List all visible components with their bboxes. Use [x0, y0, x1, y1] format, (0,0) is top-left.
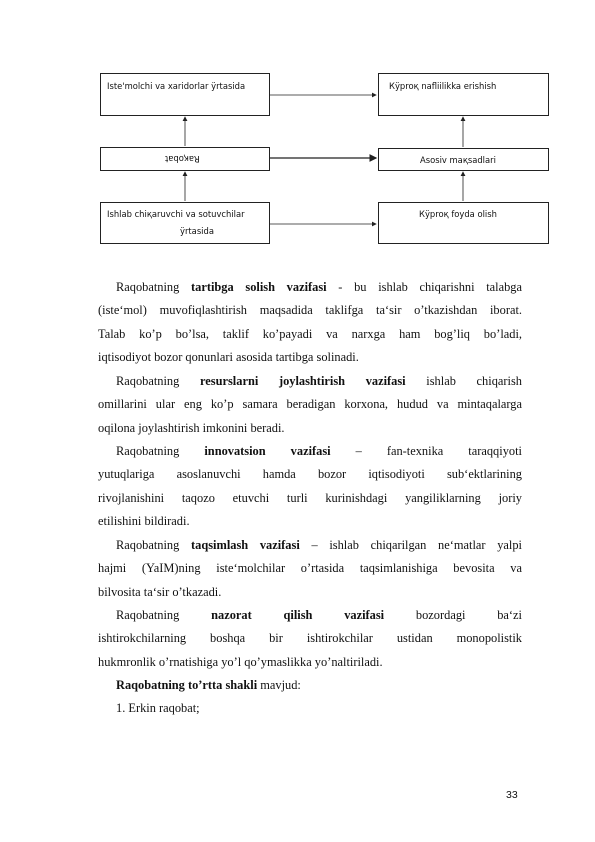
box-more-profit — [378, 202, 549, 244]
box-more-profit-label: Кÿproқ foyda olish — [419, 209, 497, 219]
text-line: hukmronlik o’rnatishiga yo’l qo’ymaslikka yo’naltiriladi. — [98, 654, 383, 669]
box-producers-sellers — [100, 202, 270, 244]
text-line: Raqobatning tartibga solish vazifasi - bu ishlab chiqarishni talabga — [116, 280, 522, 294]
text-line: Raqobatning nazorat qilish vazifasi bozordagi ba‘zi — [116, 608, 522, 622]
text-line: etilishini bildiradi. — [98, 514, 190, 529]
text-line: ishtirokchilarning boshqa bir ishtirokchilar ustidan monopolistik — [98, 631, 522, 646]
box-competition — [100, 147, 270, 171]
text-line: Raqobatning to’rtta shakli mavjud: — [116, 678, 301, 692]
text-line: rivojlanishini taqozo etuvchi turli kurinishdagi yangiliklarning joriy — [98, 490, 522, 505]
box-consumers-buyers-label: Iste'molchi va xaridorlar ÿrtasida — [107, 81, 246, 91]
paragraph-distribution — [98, 534, 522, 604]
paragraph-forms — [98, 674, 522, 721]
paragraph-innovation — [98, 440, 522, 534]
text-line: hajmi (YaIM)ning iste‘molchilar o’rtasida taqsimlanishiga bevosita va — [98, 561, 522, 576]
box-producers-sellers-label-2: ÿrtasida — [180, 226, 214, 236]
box-main-goals — [378, 148, 549, 171]
text-line: Raqobatning taqsimlash vazifasi – ishlab chiqarilgan ne‘matlar yalpi — [116, 538, 522, 552]
box-more-utility — [378, 73, 549, 116]
diagram — [0, 0, 595, 260]
paragraph-control — [98, 604, 522, 674]
text-line: Raqobatning resurslarni joylashtirish vazifasi ishlab chiqarish — [116, 374, 522, 388]
text-line: Talab ko’p bo’lsa, taklif ko’payadi va narxga ham bog’liq bo’ladi, — [98, 326, 522, 341]
box-main-goals-label: Asosiv maқsadlari — [420, 155, 496, 165]
box-competition-label: Raқobat — [165, 154, 200, 164]
paragraph-regulation — [98, 276, 522, 370]
box-consumers-buyers — [100, 73, 270, 116]
box-producers-sellers-label-1: Ishlab chiқaruvchi va sotuvchilar — [107, 209, 245, 219]
text-line: yutuqlariga asoslanuvchi hamda bozor iqtisodiyoti sub‘ektlarining — [98, 467, 522, 482]
text-line: omillarini ular eng ko’p samara beradigan korxona, hudud va mintaqalarga — [98, 397, 522, 412]
text-line: iqtisodiyot bozor qonunlari asosida tartibga solinadi. — [98, 350, 359, 365]
box-more-utility-label: Кÿproқ nafliilikka erishish — [389, 81, 497, 91]
text-line: bilvosita ta‘sir o’tkazadi. — [98, 584, 222, 599]
text-line: oqilona joylashtirish imkonini beradi. — [98, 420, 285, 435]
page-number: 33 — [506, 789, 518, 801]
paragraph-resource-allocation — [98, 370, 522, 440]
text-line: Raqobatning innovatsion vazifasi – fan-texnika taraqqiyoti — [116, 444, 522, 458]
list-item: 1. Erkin raqobat; — [116, 701, 200, 716]
text-line: (iste‘mol) muvofiqlashtirish maqsadida taklifga ta‘sir o’tkazishdan iborat. — [98, 303, 522, 318]
